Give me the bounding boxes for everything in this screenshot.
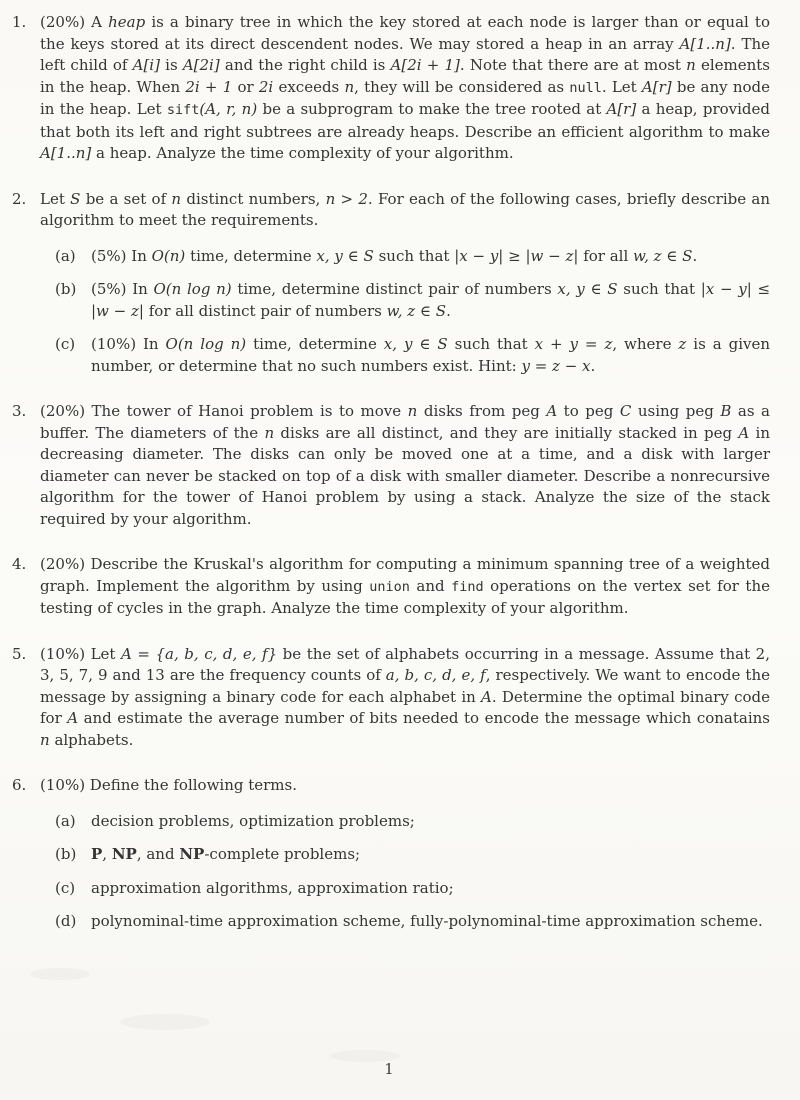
question-4 — [12, 554, 770, 620]
question-2b — [55, 279, 770, 322]
question-5 — [12, 644, 770, 752]
question-1-text: (20%) A heap is a binary tree in which the key stored at each node is larger than or equal to the keys stored at its direct descendent nodes. We may stored a heap in an array A[1..n]. The left child of A[i] is A[2i] and the right child is A[2i + 1]. Note that there are at most n elements in the heap. When 2i + 1 or 2i exceeds n, they will be considered as null. Let A[r] be any node in the heap. Let sift(A, r, n) be a subprogram to make the tree rooted at A[r] a heap, provided that both its left and right subtrees are already heaps. Describe an efficient algorithm to make A[1..n] a heap. Analyze the time complexity of your algorithm. — [40, 13, 771, 162]
question-2b-text: (5%) In O(n log n) time, determine distinct pair of numbers x, y ∈ S such that |x − y| ≤ |w − z| for all distinct pair of numbers w, z ∈ S. — [91, 280, 771, 320]
question-2a — [55, 246, 770, 268]
question-3 — [12, 401, 770, 530]
question-2c-text: (10%) In O(n log n) time, determine x, y ∈ S such that x + y = z, where z is a given number, or determine that no such numbers exist. Hint: y = z − x. — [91, 335, 770, 375]
question-3-text: (20%) The tower of Hanoi problem is to move n disks from peg A to peg C using peg B as a buffer. The diameters of the n disks are all distinct, and they are initially stacked in peg A in decreasing diameter. The disks can only be moved one at a time, and a disk with larger diameter can never be stacked on top of a disk with smaller diameter. Describe a nonrecursive algorithm for the tower of Hanoi problem by using a stack. Analyze the size of the stack required by your algorithm. — [40, 402, 770, 528]
question-6c — [55, 878, 770, 900]
question-3-number: 3. — [12, 402, 27, 420]
question-1 — [12, 12, 770, 165]
page-number: 1 — [384, 1060, 394, 1078]
question-2-subitems — [55, 246, 770, 378]
question-6c-label: (c) — [55, 878, 76, 897]
question-4-text: (20%) Describe the Kruskal's algorithm for computing a minimum spanning tree of a weighted graph. Implement the algorithm by using union and find operations on the vertex set for the testing of cycles in the graph. Analyze the time complexity of your algorithm. — [40, 555, 770, 617]
question-6d-text: polynominal-time approximation scheme, fully-polynominal-time approximation scheme. — [91, 912, 763, 930]
question-2a-text: (5%) In O(n) time, determine x, y ∈ S such that |x − y| ≥ |w − z| for all w, z ∈ S. — [91, 246, 698, 265]
question-5-number: 5. — [12, 644, 27, 663]
question-2 — [12, 189, 770, 232]
question-2-number: 2. — [12, 189, 27, 208]
scan-artifact — [30, 968, 90, 980]
question-2-text: Let S be a set of n distinct numbers, n > 2. For each of the following cases, briefly describe an algorithm to meet the requirements. — [40, 189, 770, 229]
question-6b-label: (b) — [55, 845, 77, 863]
question-1-number: 1. — [12, 13, 27, 31]
question-6a-text: decision problems, optimization problems; — [91, 811, 415, 830]
question-2c-label: (c) — [55, 335, 76, 353]
question-6c-text: approximation algorithms, approximation ratio; — [91, 878, 454, 897]
question-6-number: 6. — [12, 776, 27, 794]
question-5-text: (10%) Let A = {a, b, c, d, e, f} be the set of alphabets occurring in a message. Assume that 2, 3, 5, 7, 9 and 13 are the frequency counts of a, b, c, d, e, f, respectively. We want to encode the message by assigning a binary code for each alphabet in A. Determine the optimal binary code for A and estimate the average number of bits needed to encode the message which conatains n alphabets. — [40, 644, 770, 749]
exam-content — [12, 10, 770, 933]
question-2c — [55, 334, 770, 377]
question-4-number: 4. — [12, 555, 27, 573]
question-6b — [55, 844, 770, 866]
question-6a-label: (a) — [55, 811, 76, 830]
question-2a-label: (a) — [55, 246, 76, 265]
scan-artifact — [120, 1014, 210, 1030]
question-6 — [12, 775, 770, 797]
question-6d — [55, 911, 770, 933]
question-2b-label: (b) — [55, 280, 77, 298]
question-6b-text: P, NP, and NP-complete problems; — [91, 845, 361, 863]
question-6-subitems — [55, 811, 770, 933]
question-6d-label: (d) — [55, 912, 77, 930]
question-6a — [55, 811, 770, 833]
question-6-text: (10%) Define the following terms. — [40, 776, 297, 794]
